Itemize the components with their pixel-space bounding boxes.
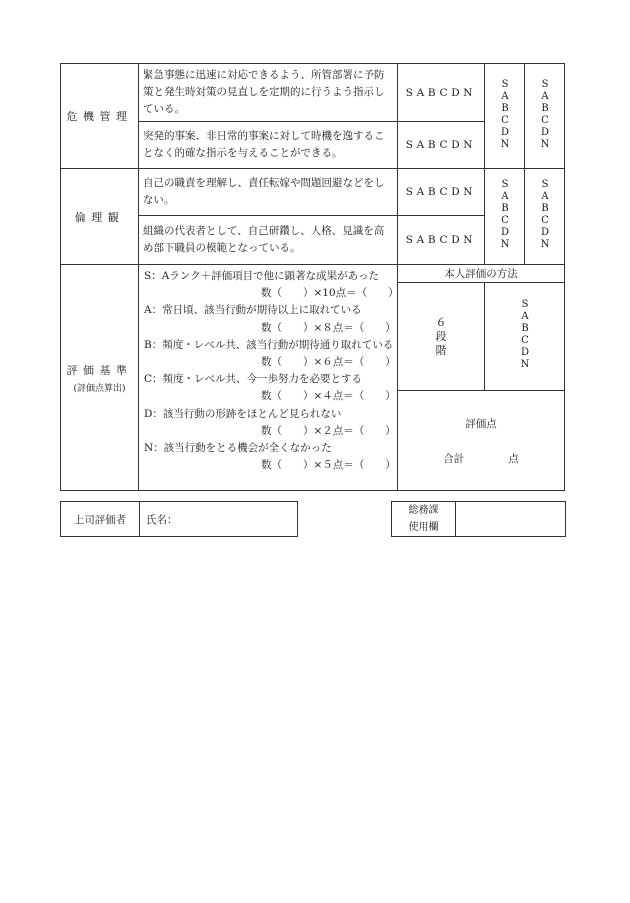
self-grade-column (485, 64, 525, 169)
criteria-title: 評価基準 (66, 363, 133, 377)
criteria-s-calc: 数（ ）×10点＝（ ） (261, 287, 399, 300)
grade-options: SABCDN (398, 216, 485, 265)
score-label: 評価点 (465, 417, 497, 430)
grade-options: SABCDN (398, 64, 485, 122)
item-crisis-prevention: 緊急事態に迅速に対応できるよう、所管部署に予防策と発生時対策の見直しを定期的に行うよう指示している。 (139, 64, 398, 122)
six-level-cell (398, 283, 485, 391)
supervisor-name-field[interactable] (140, 502, 298, 537)
criteria-c-calc: 数（ ）×４点＝（ ） (261, 390, 396, 403)
supervisor-grade-column (525, 169, 565, 265)
self-grade-scale: SABCDN (499, 78, 511, 151)
self-eval-method-header: 本人評価の方法 (398, 265, 565, 283)
total-line (398, 451, 564, 466)
criteria-n-calc: 数（ ）×５点＝（ ） (261, 459, 396, 472)
general-affairs-field[interactable] (456, 502, 566, 537)
self-eval-scale: SABCDN (519, 299, 531, 371)
grade-options: SABCDN (398, 122, 485, 169)
name-label: 氏名： (146, 513, 178, 526)
criteria-note: (評価点算出) (73, 383, 126, 394)
grade-options: SABCDN (398, 169, 485, 216)
criteria-c: C：頻度・レベル共、今一歩努力を必要とする (144, 373, 363, 386)
self-grade-column (485, 169, 525, 265)
item-ethics-role-model: 組織の代表者として、自己研鑽し、人格、見識を高め部下職員の模範となっている。 (139, 216, 398, 265)
self-eval-scale-cell (485, 283, 565, 391)
evaluation-table (60, 63, 565, 491)
category-crisis-management: 危機管理 (61, 64, 139, 169)
category-evaluation-criteria (61, 265, 139, 491)
criteria-n: N：該当行動をとる機会が全くなかった (144, 441, 332, 454)
score-box (398, 391, 565, 491)
supervisor-grade-scale: SABCDN (539, 179, 551, 251)
criteria-d: D：該当行動の形跡をほとんど見られない (144, 407, 342, 420)
criteria-s: S：Aランク＋評価項目で他に顕著な成果があった (144, 270, 379, 282)
self-grade-scale: SABCDN (499, 179, 511, 251)
total-label: 合計 (443, 452, 465, 465)
supervisor-label: 上司評価者 (61, 502, 140, 537)
general-affairs-label (392, 502, 456, 537)
general-affairs-label-line2: 使用欄 (408, 522, 439, 533)
item-ethics-responsibility: 自己の職責を理解し、責任転嫁や問題回避などをしない。 (139, 169, 398, 216)
criteria-a: A：常日頃、該当行動が期待以上に取れている (144, 304, 362, 317)
criteria-list (139, 265, 398, 491)
criteria-d-calc: 数（ ）×２点＝（ ） (261, 424, 396, 437)
supervisor-table (60, 501, 298, 537)
criteria-b-calc: 数（ ）×６点＝（ ） (261, 355, 396, 368)
criteria-b: B：頻度・レベル共、該当行動が期待通り取れている (144, 338, 394, 351)
criteria-a-calc: 数（ ）×８点＝（ ） (261, 321, 396, 334)
supervisor-grade-scale: SABCDN (539, 78, 551, 151)
six-level-label: ６段階 (435, 315, 447, 357)
category-ethics: 倫理観 (61, 169, 139, 265)
supervisor-grade-column (525, 64, 565, 169)
item-crisis-response: 突発的事案、非日常的事案に対して時機を逸することなく的確な指示を与えることができる。 (139, 122, 398, 169)
points-unit: 点 (508, 452, 519, 465)
general-affairs-label-line1: 総務課 (408, 505, 439, 516)
general-affairs-table (391, 501, 566, 537)
